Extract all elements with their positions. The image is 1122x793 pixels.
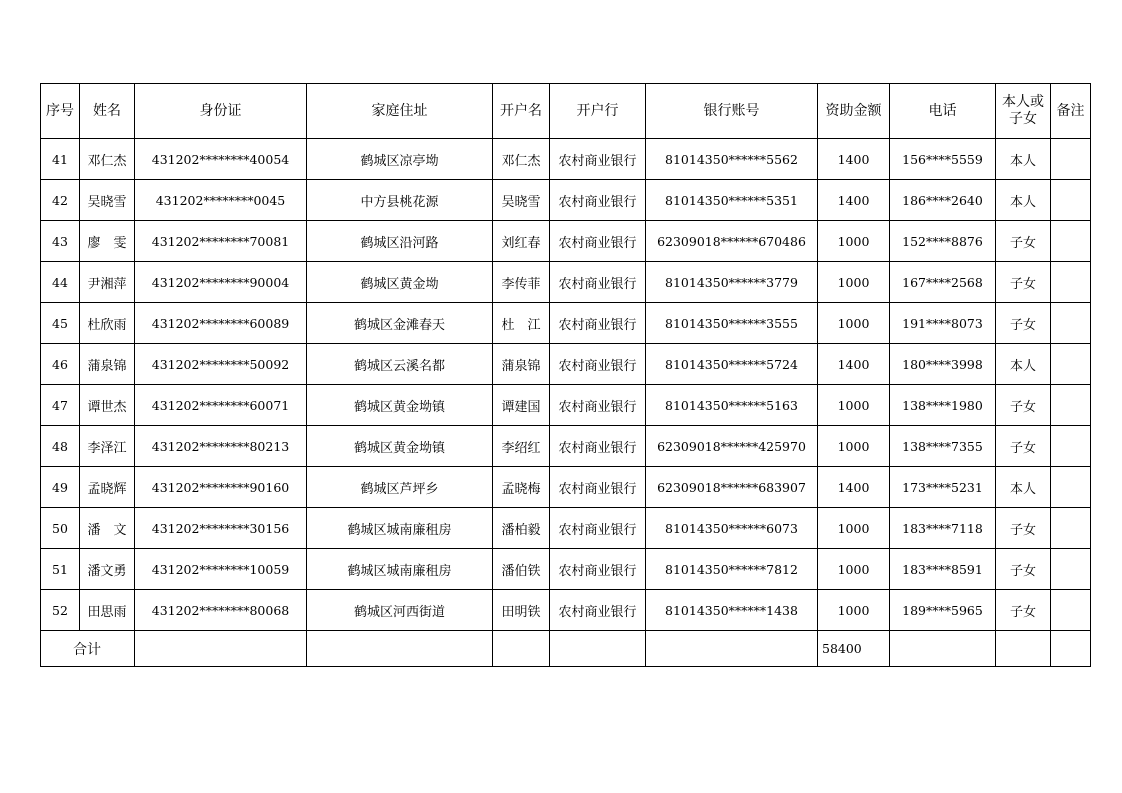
table-row: [41, 344, 1091, 385]
cell-account-holder: 李绍红: [493, 426, 550, 467]
total-empty-cell: [550, 631, 646, 667]
cell-phone: 156****5559: [890, 139, 996, 180]
table-row: [41, 590, 1091, 631]
cell-bank: 农村商业银行: [550, 303, 646, 344]
cell-address: 鹤城区城南廉租房: [307, 549, 493, 590]
cell-account-holder: 潘伯铁: [493, 549, 550, 590]
cell-account-no: 62309018******425970: [646, 426, 818, 467]
cell-id-card: 431202********50092: [135, 344, 307, 385]
cell-note: [1051, 221, 1091, 262]
cell-seq: 52: [41, 590, 80, 631]
cell-id-card: 431202********60071: [135, 385, 307, 426]
cell-relation: 子女: [996, 590, 1051, 631]
header-note: 备注: [1051, 84, 1091, 139]
cell-relation: 本人: [996, 180, 1051, 221]
cell-account-holder: 谭建国: [493, 385, 550, 426]
cell-id-card: 431202********70081: [135, 221, 307, 262]
cell-id-card: 431202********90160: [135, 467, 307, 508]
cell-id-card: 431202********40054: [135, 139, 307, 180]
cell-amount: 1000: [818, 221, 890, 262]
cell-amount: 1000: [818, 590, 890, 631]
total-amount: 58400: [818, 631, 890, 667]
cell-relation: 本人: [996, 139, 1051, 180]
cell-bank: 农村商业银行: [550, 590, 646, 631]
cell-name: 潘文勇: [80, 549, 135, 590]
cell-phone: 186****2640: [890, 180, 996, 221]
cell-seq: 50: [41, 508, 80, 549]
cell-name: 吴晓雪: [80, 180, 135, 221]
total-empty-cell: [493, 631, 550, 667]
header-address: 家庭住址: [307, 84, 493, 139]
cell-account-holder: 刘红春: [493, 221, 550, 262]
cell-account-no: 81014350******3779: [646, 262, 818, 303]
cell-account-holder: 蒲泉锦: [493, 344, 550, 385]
total-empty-cell: [890, 631, 996, 667]
cell-amount: 1400: [818, 139, 890, 180]
cell-id-card: 431202********10059: [135, 549, 307, 590]
cell-name: 廖 雯: [80, 221, 135, 262]
cell-seq: 46: [41, 344, 80, 385]
cell-address: 鹤城区黄金坳镇: [307, 385, 493, 426]
cell-phone: 180****3998: [890, 344, 996, 385]
header-account-no: 银行账号: [646, 84, 818, 139]
cell-seq: 43: [41, 221, 80, 262]
cell-seq: 45: [41, 303, 80, 344]
cell-note: [1051, 262, 1091, 303]
cell-bank: 农村商业银行: [550, 426, 646, 467]
cell-id-card: 431202********30156: [135, 508, 307, 549]
cell-bank: 农村商业银行: [550, 344, 646, 385]
cell-relation: 子女: [996, 385, 1051, 426]
cell-name: 蒲泉锦: [80, 344, 135, 385]
cell-address: 鹤城区云溪名都: [307, 344, 493, 385]
total-label: 合计: [41, 631, 135, 667]
cell-account-holder: 田明铁: [493, 590, 550, 631]
cell-name: 田思雨: [80, 590, 135, 631]
cell-amount: 1400: [818, 180, 890, 221]
cell-bank: 农村商业银行: [550, 262, 646, 303]
cell-seq: 49: [41, 467, 80, 508]
cell-account-holder: 李传菲: [493, 262, 550, 303]
cell-account-no: 81014350******5724: [646, 344, 818, 385]
cell-address: 中方县桃花源: [307, 180, 493, 221]
cell-note: [1051, 385, 1091, 426]
header-seq: 序号: [41, 84, 80, 139]
table-row: [41, 262, 1091, 303]
total-empty-cell: [996, 631, 1051, 667]
cell-seq: 51: [41, 549, 80, 590]
cell-bank: 农村商业银行: [550, 180, 646, 221]
cell-id-card: 431202********0045: [135, 180, 307, 221]
cell-seq: 41: [41, 139, 80, 180]
cell-account-no: 62309018******670486: [646, 221, 818, 262]
cell-name: 潘 文: [80, 508, 135, 549]
cell-amount: 1000: [818, 549, 890, 590]
table-row: [41, 467, 1091, 508]
cell-name: 邓仁杰: [80, 139, 135, 180]
table-row: [41, 139, 1091, 180]
cell-note: [1051, 549, 1091, 590]
cell-address: 鹤城区城南廉租房: [307, 508, 493, 549]
cell-note: [1051, 303, 1091, 344]
cell-relation: 子女: [996, 221, 1051, 262]
cell-name: 谭世杰: [80, 385, 135, 426]
cell-note: [1051, 180, 1091, 221]
cell-relation: 子女: [996, 549, 1051, 590]
cell-note: [1051, 467, 1091, 508]
header-id-card: 身份证: [135, 84, 307, 139]
table-row: [41, 549, 1091, 590]
cell-address: 鹤城区金滩春天: [307, 303, 493, 344]
cell-amount: 1000: [818, 262, 890, 303]
cell-relation: 子女: [996, 262, 1051, 303]
cell-id-card: 431202********80213: [135, 426, 307, 467]
table-row: [41, 221, 1091, 262]
cell-phone: 167****2568: [890, 262, 996, 303]
cell-amount: 1000: [818, 426, 890, 467]
cell-seq: 42: [41, 180, 80, 221]
cell-account-no: 81014350******5351: [646, 180, 818, 221]
cell-account-holder: 潘柏毅: [493, 508, 550, 549]
cell-account-no: 81014350******3555: [646, 303, 818, 344]
cell-seq: 48: [41, 426, 80, 467]
cell-account-holder: 孟晓梅: [493, 467, 550, 508]
total-empty-cell: [1051, 631, 1091, 667]
cell-note: [1051, 508, 1091, 549]
cell-address: 鹤城区河西街道: [307, 590, 493, 631]
cell-phone: 183****8591: [890, 549, 996, 590]
cell-relation: 子女: [996, 426, 1051, 467]
cell-phone: 173****5231: [890, 467, 996, 508]
total-row: [41, 631, 1091, 667]
cell-phone: 152****8876: [890, 221, 996, 262]
header-row: [41, 84, 1091, 139]
roster-body: [41, 139, 1091, 631]
cell-name: 杜欣雨: [80, 303, 135, 344]
table-row: [41, 303, 1091, 344]
cell-seq: 44: [41, 262, 80, 303]
cell-note: [1051, 590, 1091, 631]
cell-amount: 1400: [818, 344, 890, 385]
cell-account-no: 62309018******683907: [646, 467, 818, 508]
header-amount: 资助金额: [818, 84, 890, 139]
cell-bank: 农村商业银行: [550, 549, 646, 590]
cell-phone: 138****1980: [890, 385, 996, 426]
header-phone: 电话: [890, 84, 996, 139]
cell-address: 鹤城区芦坪乡: [307, 467, 493, 508]
cell-bank: 农村商业银行: [550, 139, 646, 180]
cell-id-card: 431202********90004: [135, 262, 307, 303]
cell-account-no: 81014350******5562: [646, 139, 818, 180]
cell-account-holder: 吴晓雪: [493, 180, 550, 221]
cell-phone: 191****8073: [890, 303, 996, 344]
header-bank: 开户行: [550, 84, 646, 139]
cell-amount: 1000: [818, 303, 890, 344]
cell-account-no: 81014350******5163: [646, 385, 818, 426]
funding-roster-table: [40, 83, 1091, 667]
cell-amount: 1000: [818, 385, 890, 426]
cell-bank: 农村商业银行: [550, 221, 646, 262]
cell-bank: 农村商业银行: [550, 385, 646, 426]
cell-address: 鹤城区黄金坳镇: [307, 426, 493, 467]
header-account-holder: 开户名: [493, 84, 550, 139]
cell-phone: 183****7118: [890, 508, 996, 549]
table-row: [41, 426, 1091, 467]
cell-id-card: 431202********60089: [135, 303, 307, 344]
total-empty-cell: [646, 631, 818, 667]
cell-bank: 农村商业银行: [550, 467, 646, 508]
cell-id-card: 431202********80068: [135, 590, 307, 631]
header-name: 姓名: [80, 84, 135, 139]
table-row: [41, 180, 1091, 221]
cell-relation: 本人: [996, 344, 1051, 385]
cell-amount: 1400: [818, 467, 890, 508]
total-empty-cell: [135, 631, 307, 667]
cell-account-no: 81014350******6073: [646, 508, 818, 549]
cell-name: 李泽江: [80, 426, 135, 467]
table-row: [41, 508, 1091, 549]
cell-note: [1051, 344, 1091, 385]
cell-phone: 189****5965: [890, 590, 996, 631]
cell-relation: 子女: [996, 303, 1051, 344]
cell-address: 鹤城区沿河路: [307, 221, 493, 262]
cell-account-holder: 杜 江: [493, 303, 550, 344]
cell-note: [1051, 139, 1091, 180]
cell-address: 鹤城区凉亭坳: [307, 139, 493, 180]
cell-account-no: 81014350******7812: [646, 549, 818, 590]
cell-account-no: 81014350******1438: [646, 590, 818, 631]
cell-phone: 138****7355: [890, 426, 996, 467]
cell-note: [1051, 426, 1091, 467]
cell-seq: 47: [41, 385, 80, 426]
cell-account-holder: 邓仁杰: [493, 139, 550, 180]
cell-relation: 本人: [996, 467, 1051, 508]
cell-relation: 子女: [996, 508, 1051, 549]
cell-bank: 农村商业银行: [550, 508, 646, 549]
cell-amount: 1000: [818, 508, 890, 549]
header-relation: 本人或子女: [996, 84, 1051, 139]
cell-address: 鹤城区黄金坳: [307, 262, 493, 303]
cell-name: 孟晓辉: [80, 467, 135, 508]
total-empty-cell: [307, 631, 493, 667]
cell-name: 尹湘萍: [80, 262, 135, 303]
table-row: [41, 385, 1091, 426]
